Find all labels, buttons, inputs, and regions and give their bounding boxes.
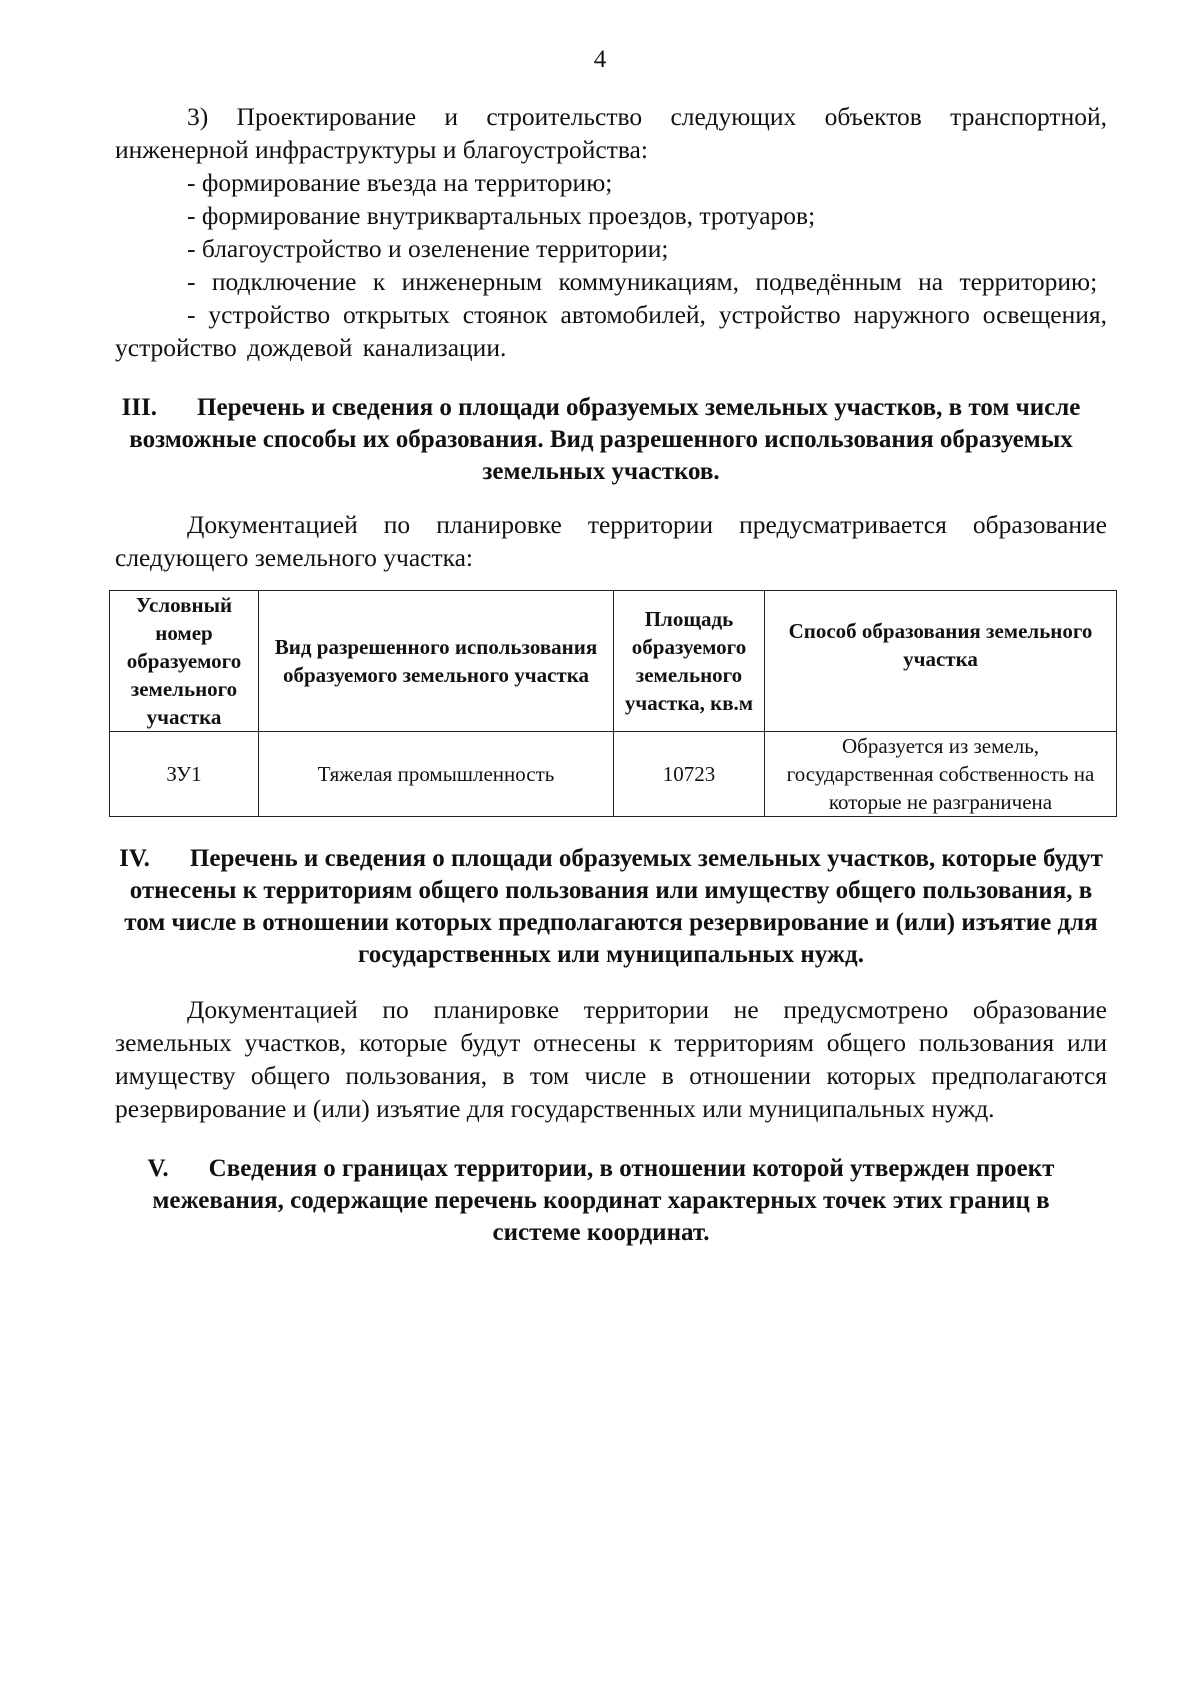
table-header-row <box>110 591 1117 732</box>
section-5-title: Сведения о границах территории, в отношении которой утвержден проект межевания, содержащие перечень координат характерных точек этих границ в системе координат. <box>152 1155 1055 1246</box>
page-content <box>115 100 1107 1249</box>
bullet-item: - устройство открытых стоянок автомобилей, устройство наружного освещения, устройство дождевой канализации. <box>115 300 1107 362</box>
page-number: 4 <box>593 46 607 73</box>
table-row <box>110 732 1117 817</box>
section-3-title: Перечень и сведения о площади образуемых земельных участков, в том числе возможные способы их образования. Вид разрешенного использования образуемых земельных участков. <box>129 394 1081 485</box>
cell-permitted-use: Тяжелая промышленность <box>259 732 614 817</box>
section-4-title: Перечень и сведения о площади образуемых земельных участков, которые будут отнесены к территориям общего пользования или имуществу общего пользования, в том числе в отношении которых предполагаются резервирование и (или) изъятие для государственных или муниципальных нужд. <box>124 845 1103 968</box>
header-permitted-use: Вид разрешенного использования образуемого земельного участка <box>259 591 614 732</box>
section-3-heading <box>115 392 1107 488</box>
bullet-item: - подключение к инженерным коммуникациям, подведённым на территорию; <box>187 267 1098 296</box>
section-4-heading <box>115 843 1107 971</box>
item-3-paragraph: 3) Проектирование и строительство следующих объектов транспортной, инженерной инфраструктуры и благоустройства: <box>115 102 1107 164</box>
section-3-paragraph: Документацией по планировке территории предусматривается образование следующего земельного участка: <box>115 510 1107 572</box>
header-plot-number: Условный номер образуемого земельного участка <box>110 591 259 732</box>
cell-formation-method: Образуется из земель, государственная собственность на которые не разграничена <box>765 732 1117 817</box>
bullet-item: - благоустройство и озеленение территории; <box>187 234 669 263</box>
cell-plot-number: ЗУ1 <box>110 732 259 817</box>
cell-area: 10723 <box>614 732 765 817</box>
land-plot-table <box>109 590 1117 817</box>
section-4-paragraph: Документацией по планировке территории не предусмотрено образование земельных участков, которые будут отнесены к территориям общего пользования или имуществу общего пользования, в том числе в отношении которых предполагаются резервирование и (или) изъятие для государственных или муниципальных нужд. <box>115 995 1107 1123</box>
section-4-numeral: IV. <box>119 845 150 872</box>
header-formation-method: Способ образования земельного участка <box>765 591 1117 732</box>
section-3-numeral: III. <box>121 394 158 421</box>
section-5-heading <box>115 1153 1107 1249</box>
bullet-item: - формирование въезда на территорию; <box>187 168 613 197</box>
header-area: Площадь образуемого земельного участка, кв.м <box>614 591 765 732</box>
section-5-numeral: V. <box>147 1155 169 1182</box>
bullet-item: - формирование внутриквартальных проездов, тротуаров; <box>187 201 816 230</box>
